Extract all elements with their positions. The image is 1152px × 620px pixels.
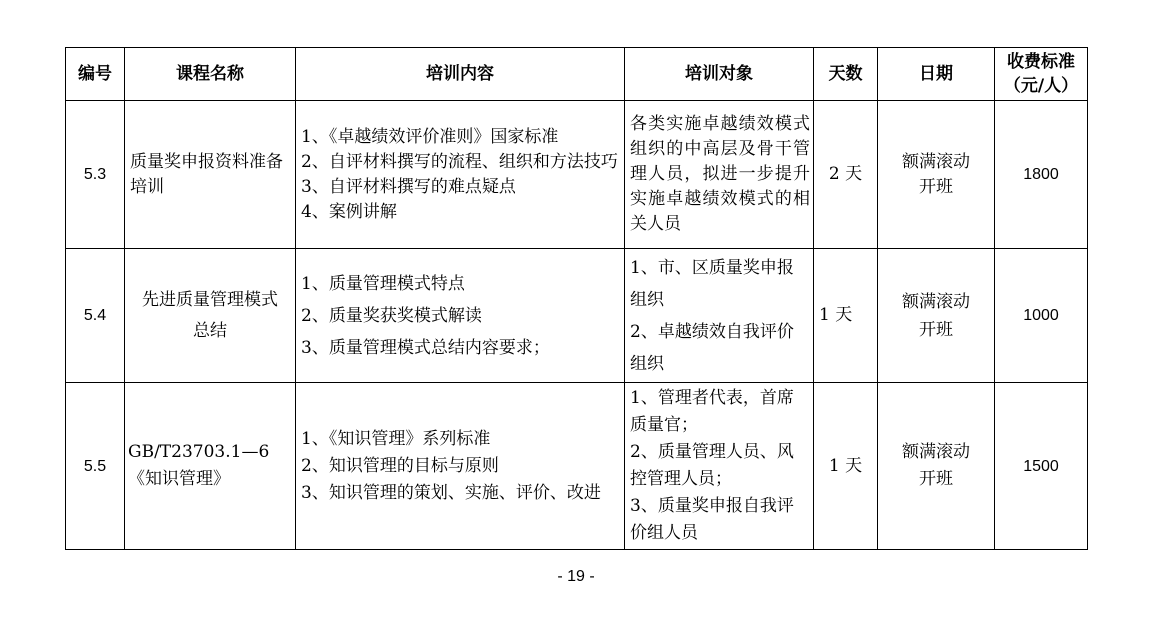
course-name-line2: 总结 xyxy=(193,320,227,341)
training-content xyxy=(296,249,625,383)
header-audience: 培训对象 xyxy=(625,48,814,101)
training-audience xyxy=(625,383,814,550)
table-row xyxy=(66,383,1088,550)
header-fee-line1: 收费标准 xyxy=(1007,52,1075,72)
table-row xyxy=(66,101,1088,249)
training-content xyxy=(296,101,625,249)
content-line: 2、自评材料撰写的流程、组织和方法技巧 xyxy=(301,151,618,172)
days-cell: 1 天 xyxy=(814,383,878,550)
date-line1: 额满滚动 xyxy=(902,442,970,462)
date-line1: 额满滚动 xyxy=(902,291,970,312)
content-line: 2、知识管理的目标与原则 xyxy=(301,455,499,476)
fee-cell: 1500 xyxy=(995,383,1088,550)
training-content xyxy=(296,383,625,550)
content-line: 3、自评材料撰写的难点疑点 xyxy=(301,176,516,197)
header-course-name: 课程名称 xyxy=(125,48,296,101)
date-line2: 开班 xyxy=(919,176,953,197)
header-days: 天数 xyxy=(814,48,878,101)
date-cell xyxy=(878,101,995,249)
content-line: 1、《知识管理》系列标准 xyxy=(301,428,491,449)
row-id: 5.4 xyxy=(66,249,125,383)
fee-cell: 1000 xyxy=(995,249,1088,383)
content-line: 2、质量奖获奖模式解读 xyxy=(301,305,482,326)
content-line: 1、质量管理模式特点 xyxy=(301,273,465,294)
row-id: 5.5 xyxy=(66,383,125,550)
table-row xyxy=(66,249,1088,383)
content-line: 3、知识管理的策划、实施、评价、改进 xyxy=(301,482,601,503)
training-audience xyxy=(625,101,814,249)
header-fee-line2: （元/人） xyxy=(1003,76,1079,96)
course-table xyxy=(65,47,1088,550)
course-name: 质量奖申报资料准备培训 xyxy=(125,101,296,249)
audience-line: 2、卓越绩效自我评价组织 xyxy=(630,321,794,374)
row-id: 5.3 xyxy=(66,101,125,249)
page-number: - 19 - xyxy=(557,568,595,585)
header-content: 培训内容 xyxy=(296,48,625,101)
date-line2: 开班 xyxy=(919,319,953,340)
content-line: 3、质量管理模式总结内容要求； xyxy=(301,337,550,358)
audience-line: 3、质量奖申报自我评价组人员 xyxy=(630,496,794,543)
audience-line: 1、市、区质量奖申报组织 xyxy=(630,257,794,310)
content-line: 1、《卓越绩效评价准则》国家标准 xyxy=(301,126,559,147)
audience-line: 2、质量管理人员、风控管理人员； xyxy=(630,442,794,489)
audience-line: 1、管理者代表，首席质量官； xyxy=(630,388,794,435)
days-cell: 1 天 xyxy=(814,249,878,383)
header-row xyxy=(66,48,1088,101)
date-line2: 开班 xyxy=(919,469,953,489)
header-date: 日期 xyxy=(878,48,995,101)
header-id: 编号 xyxy=(66,48,125,101)
days-cell: 2 天 xyxy=(814,101,878,249)
course-name-line1: 先进质量管理模式 xyxy=(142,289,278,310)
date-line1: 额满滚动 xyxy=(902,151,970,172)
training-audience xyxy=(625,249,814,383)
content-line: 4、案例讲解 xyxy=(301,201,397,222)
course-name xyxy=(125,249,296,383)
fee-cell: 1800 xyxy=(995,101,1088,249)
course-name: GB/T23703.1—6《知识管理》 xyxy=(125,383,296,550)
header-fee xyxy=(995,48,1088,101)
date-cell xyxy=(878,383,995,550)
audience-line: 各类实施卓越绩效模式组织的中高层及骨干管理人员，拟进一步提升实施卓越绩效模式的相关人员 xyxy=(630,114,810,234)
date-cell xyxy=(878,249,995,383)
